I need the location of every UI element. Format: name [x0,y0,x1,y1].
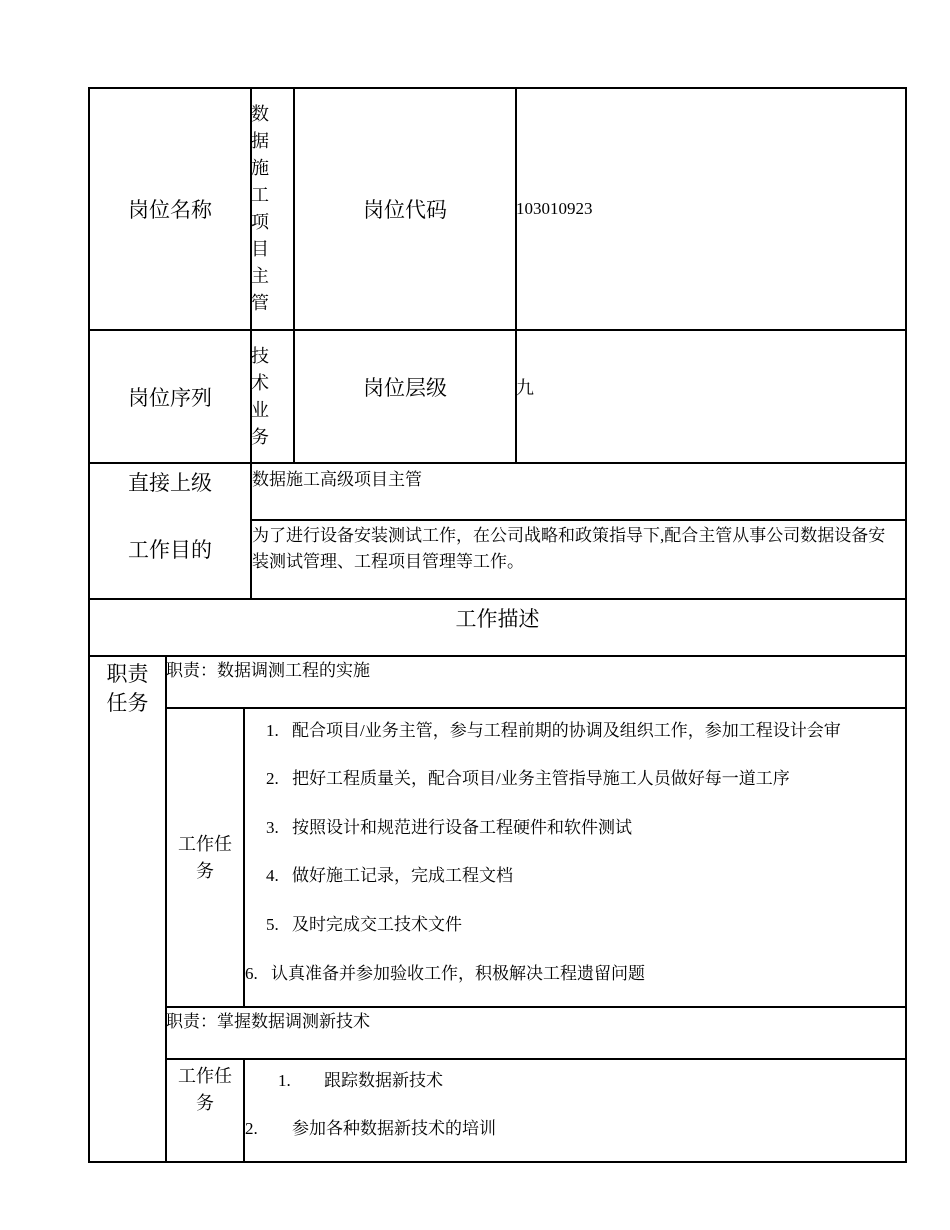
position-name-label-text: 岗位名称 [128,198,212,222]
row-divider [165,1058,907,1060]
position-level-label [295,331,515,442]
position-name-label [90,89,250,329]
position-series-value [251,331,293,462]
position-code-value [516,89,905,329]
direct-superior-label [90,464,250,500]
task-text: 配合项目/业务主管，参与工程前期的协调及组织工作，参加工程设计会审 [292,721,841,740]
task-text: 把好工程质量关，配合项目/业务主管指导施工人员做好每一道工序 [292,769,790,788]
task-text: 参加各种数据新技术的培训 [292,1119,496,1138]
position-series-label [90,331,250,462]
task-number: 3. [266,818,279,837]
work-purpose-value-text: 为了进行设备安装测试工作，在公司战略和政策指导下,配合主管从事公司数据设备安装测试管理、工程项目管理等工作。 [252,526,886,571]
work-purpose-label [90,521,250,577]
direct-superior-label-text: 直接上级 [128,471,212,495]
position-level-label-text: 岗位层级 [363,375,447,400]
task-text: 及时完成交工技术文件 [292,915,462,934]
position-code-label [295,89,515,329]
duty-2-title [166,1009,901,1039]
task-number: 4. [266,866,279,885]
task-text: 认真准备并参加验收工作，积极解决工程遗留问题 [271,964,645,983]
task-number: 1. [278,1071,291,1090]
position-name-value [251,89,293,329]
task-text: 按照设计和规范进行设备工程硬件和软件测试 [292,818,632,837]
position-level-value [516,331,905,442]
task-text: 做好施工记录，完成工程文档 [292,866,513,885]
position-series-value-text: 技术业务 [251,345,269,447]
task-item [245,1114,496,1139]
work-task-label-text: 工作任务 [178,1066,232,1113]
task-item [266,813,632,838]
work-task-label [167,1063,243,1123]
duty-section-label-text: 职责任务 [106,662,149,715]
work-description-title-text: 工作描述 [455,607,540,631]
position-name-value-text: 数据施工项目主管 [251,104,269,313]
work-purpose-value [252,523,902,595]
duty-1-title-text: 职责：数据调测工程的实施 [166,661,370,680]
task-item [266,910,462,935]
task-number: 5. [266,915,279,934]
direct-superior-value-text: 数据施工高级项目主管 [252,470,422,489]
task-number: 6. [245,964,258,983]
row-divider [165,707,907,709]
duty-1-title [166,658,901,688]
task-item [266,716,841,741]
row-divider [165,1006,907,1008]
task-number: 2. [245,1119,258,1138]
task-item [266,764,790,789]
table-border-bottom [88,1161,907,1163]
task-number: 1. [266,721,279,740]
duty-section-label [90,660,165,720]
task-item [266,861,513,886]
work-task-label [167,709,243,1006]
direct-superior-value [252,467,902,497]
task-text: 跟踪数据新技术 [324,1071,443,1090]
task-number: 2. [266,769,279,788]
task-item [278,1066,443,1091]
work-description-title [90,600,905,636]
work-purpose-label-text: 工作目的 [128,538,212,562]
position-code-value-text: 103010923 [516,199,593,218]
position-series-label-text: 岗位序列 [128,385,212,410]
position-level-value-text: 九 [516,377,534,398]
col-divider [243,1058,245,1163]
duty-2-title-text: 职责：掌握数据调测新技术 [166,1012,370,1031]
task-item [245,959,645,984]
position-code-label-text: 岗位代码 [363,198,447,222]
row-divider [250,519,907,521]
work-task-label-text: 工作任务 [178,833,232,881]
row-divider [88,655,907,657]
table-border-right [905,87,907,1163]
